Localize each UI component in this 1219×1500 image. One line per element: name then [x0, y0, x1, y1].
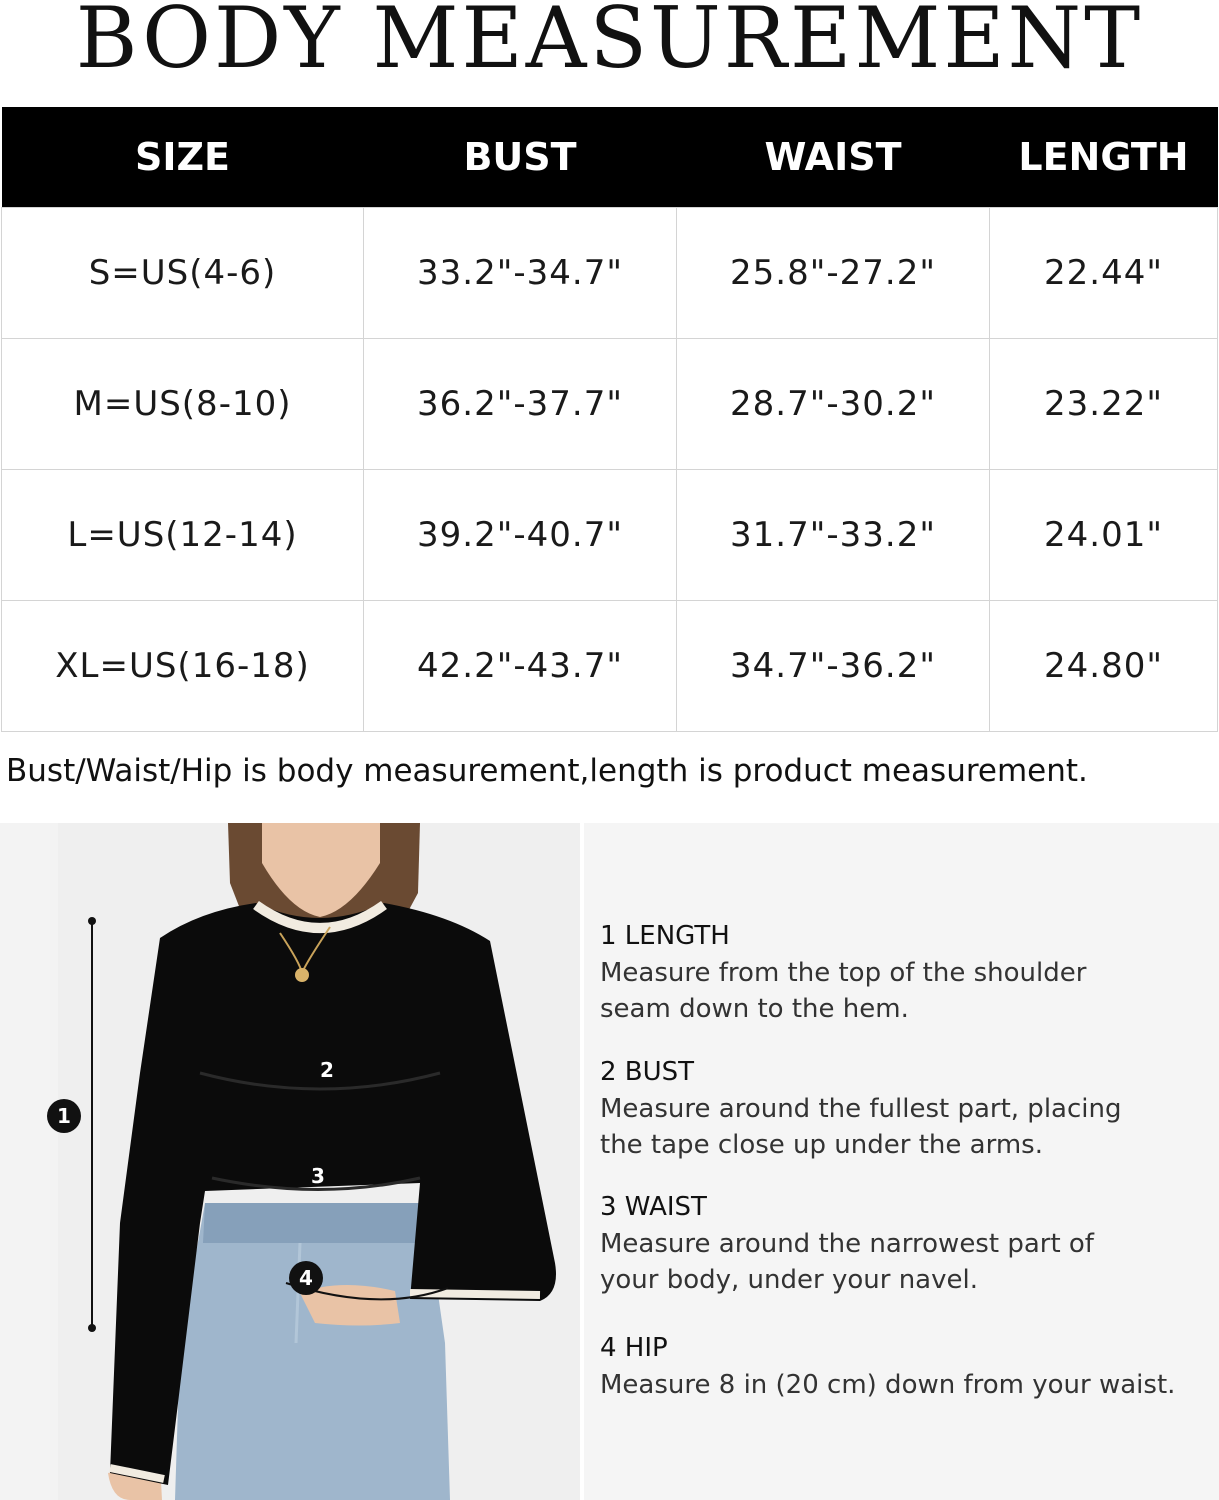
table-row [2, 208, 1218, 339]
length-line-top-dot [88, 917, 96, 925]
length-line-bottom-dot [88, 1324, 96, 1332]
waist-cell: 34.7"-36.2" [677, 601, 990, 732]
waist-cell: 31.7"-33.2" [677, 470, 990, 601]
bust-cell: 36.2"-37.7" [364, 339, 677, 470]
size-chart-table [1, 107, 1218, 732]
measurement-guide-panel [584, 823, 1219, 1500]
guide-hip [600, 1331, 1210, 1403]
guide-bust [600, 1055, 1160, 1163]
guide-hip-title: 4 HIP [600, 1333, 668, 1363]
guide-waist [600, 1190, 1140, 1298]
guide-length [600, 919, 1120, 1027]
header-waist: WAIST [677, 107, 990, 208]
jeans-waistband [203, 1203, 427, 1243]
size-cell: L=US(12-14) [2, 470, 364, 601]
table-row [2, 470, 1218, 601]
page-title: BODY MEASUREMENT [75, 0, 1144, 87]
guide-waist-title: 3 WAIST [600, 1192, 707, 1222]
table-row [2, 339, 1218, 470]
guide-length-title: 1 LENGTH [600, 921, 730, 951]
waist-cell: 25.8"-27.2" [677, 208, 990, 339]
header-length: LENGTH [990, 107, 1218, 208]
waist-marker: 3 [311, 1164, 325, 1188]
hip-marker: 4 [289, 1261, 323, 1295]
guide-bust-text: Measure around the fullest part, placing the tape close up under the arms. [600, 1094, 1122, 1160]
length-cell: 23.22" [990, 339, 1218, 470]
guide-waist-text: Measure around the narrowest part of your body, under your navel. [600, 1229, 1094, 1295]
length-cell: 24.80" [990, 601, 1218, 732]
jeans-shape [175, 1203, 450, 1500]
model-illustration [0, 823, 580, 1500]
measurement-note: Bust/Waist/Hip is body measurement,length is product measurement. [6, 753, 1088, 789]
length-cell: 24.01" [990, 470, 1218, 601]
table-row [2, 601, 1218, 732]
guide-bust-title: 2 BUST [600, 1057, 695, 1087]
bust-cell: 33.2"-34.7" [364, 208, 677, 339]
model-photo-panel [0, 823, 580, 1500]
length-cell: 22.44" [990, 208, 1218, 339]
necklace-pendant [295, 968, 309, 982]
table-header-row [2, 107, 1218, 208]
guide-length-text: Measure from the top of the shoulder seam down to the hem. [600, 958, 1087, 1024]
bust-cell: 42.2"-43.7" [364, 601, 677, 732]
size-cell: S=US(4-6) [2, 208, 364, 339]
bust-cell: 39.2"-40.7" [364, 470, 677, 601]
length-marker: 1 [47, 1099, 81, 1133]
header-bust: BUST [364, 107, 677, 208]
header-size: SIZE [2, 107, 364, 208]
size-cell: M=US(8-10) [2, 339, 364, 470]
waist-cell: 28.7"-30.2" [677, 339, 990, 470]
size-cell: XL=US(16-18) [2, 601, 364, 732]
guide-hip-text: Measure 8 in (20 cm) down from your waist. [600, 1370, 1176, 1400]
bust-marker: 2 [320, 1058, 334, 1082]
